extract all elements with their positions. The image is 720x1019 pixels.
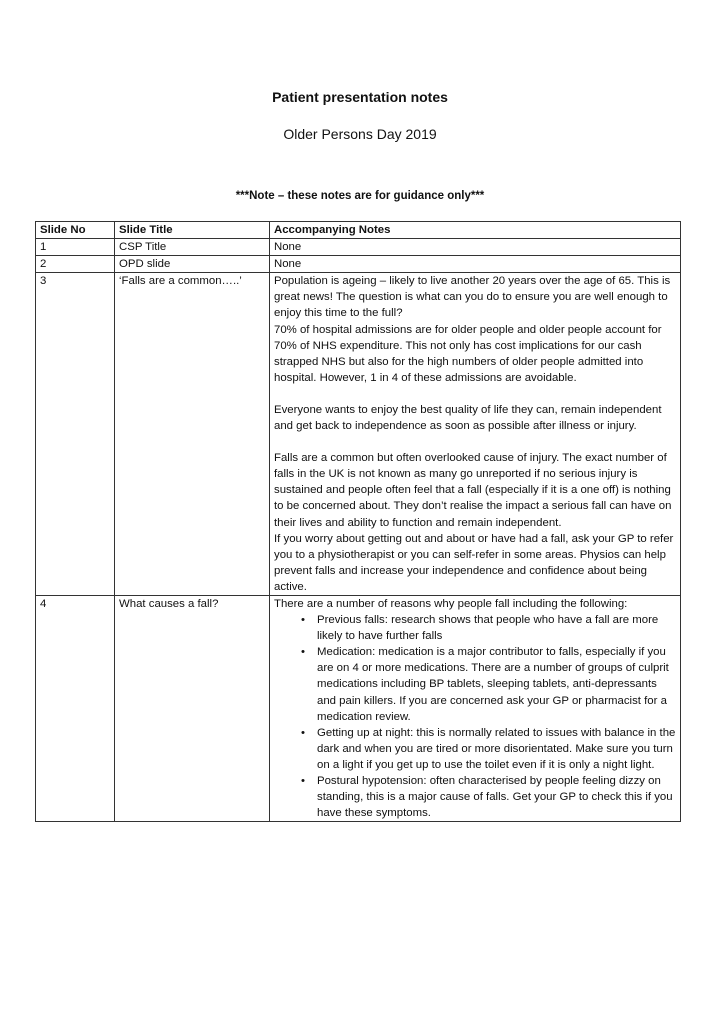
notes-cell: None bbox=[270, 239, 681, 256]
list-item bbox=[274, 644, 676, 724]
slide-no-cell: 3 bbox=[36, 273, 115, 596]
bullet-icon: • bbox=[301, 775, 305, 787]
list-item-text: Postural hypotension: often characterised by people feeling dizzy on standing, this is a major cause of falls. Get your GP to check this if you have these symptoms. bbox=[317, 775, 673, 820]
slide-no-cell: 2 bbox=[36, 256, 115, 273]
table-row bbox=[36, 273, 681, 596]
table-row bbox=[36, 239, 681, 256]
bullet-icon: • bbox=[301, 614, 305, 627]
table-row bbox=[36, 256, 681, 273]
list-item bbox=[274, 612, 676, 644]
list-item bbox=[274, 773, 676, 821]
notes-intro: There are a number of reasons why people fall including the following: bbox=[274, 597, 628, 610]
column-header-notes: Accompanying Notes bbox=[270, 222, 681, 239]
notes-paragraph: Falls are a common but often overlooked cause of injury. The exact number of falls in the UK is not known as many go unreported if no serious injury is sustained and people often feel that a fall (especially if it is a one off) is nothing to be concerned about. They don’t realise the impact a serious fall can have on their lives and ability to function and remain independent. bbox=[274, 452, 672, 529]
paragraph-gap bbox=[274, 386, 676, 402]
slide-title-cell: CSP Title bbox=[115, 239, 270, 256]
guidance-note: ***Note – these notes are for guidance only*** bbox=[235, 190, 485, 202]
notes-paragraph: If you worry about getting out and about or have had a fall, ask your GP to refer you to a physiotherapist or you can self-refer in some areas. Physios can help prevent falls and increase your independence and confidence about being active. bbox=[274, 532, 674, 593]
table-header-row bbox=[36, 222, 681, 239]
causes-list bbox=[274, 612, 676, 821]
notes-cell bbox=[270, 273, 681, 596]
notes-paragraph: Everyone wants to enjoy the best quality of life they can, remain independent and get back to independence as soon as possible after illness or injury. bbox=[274, 403, 662, 433]
paragraph-gap bbox=[274, 434, 676, 450]
bullet-icon: • bbox=[301, 726, 305, 739]
list-item-text: Previous falls: research shows that people who have a fall are more likely to have further falls bbox=[317, 614, 659, 643]
slide-no-cell: 4 bbox=[36, 595, 115, 821]
table-row bbox=[36, 595, 681, 821]
column-header-slide-no: Slide No bbox=[36, 222, 115, 239]
list-item-text: Getting up at night: this is normally related to issues with balance in the dark and when you are tired or more disorientated. Make sure you turn on a light if you get up to use the toilet even if it is only a night light. bbox=[317, 726, 676, 771]
list-item bbox=[274, 725, 676, 773]
notes-paragraph: 70% of hospital admissions are for older people and older people account for 70% of NHS expenditure. This not only has cost implications for our cash strapped NHS but also for the high numbers of older people admitted into hospital. However, 1 in 4 of these admissions are avoidable. bbox=[274, 323, 662, 384]
page-subtitle: Older Persons Day 2019 bbox=[283, 126, 437, 142]
notes-table bbox=[35, 221, 681, 822]
list-item-text: Medication: medication is a major contributor to falls, especially if you are on 4 or more medications. There are a number of groups of culprit medications including BP tablets, sleeping tablets, anti-depressants and pain killers. If you are concerned ask your GP or pharmacist for a medication review. bbox=[317, 646, 669, 723]
slide-title-cell: What causes a fall? bbox=[115, 595, 270, 821]
notes-cell bbox=[270, 595, 681, 821]
notes-paragraph: Population is ageing – likely to live another 20 years over the age of 65. This is great news! The question is what can you do to ensure you are well enough to enjoy this time to the full? bbox=[274, 275, 671, 320]
column-header-slide-title: Slide Title bbox=[115, 222, 270, 239]
notes-cell: None bbox=[270, 256, 681, 273]
bullet-icon: • bbox=[301, 646, 305, 659]
page-title: Patient presentation notes bbox=[272, 89, 448, 105]
slide-no-cell: 1 bbox=[36, 239, 115, 256]
slide-title-cell: ‘Falls are a common…..’ bbox=[115, 273, 270, 596]
slide-title-cell: OPD slide bbox=[115, 256, 270, 273]
